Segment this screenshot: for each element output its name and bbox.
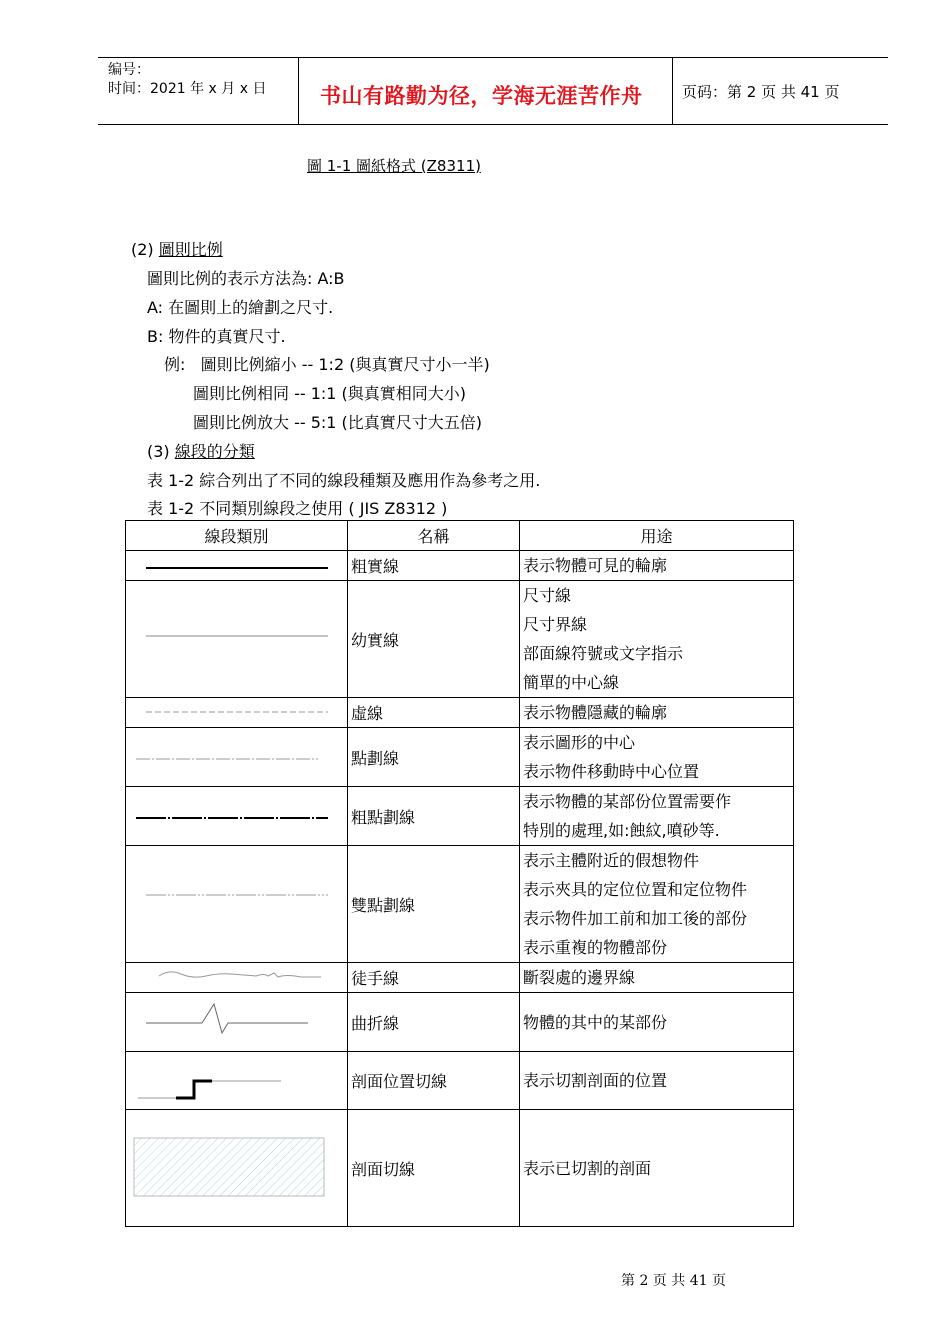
line-name: 剖面切線 [348,1110,520,1227]
line-sample-freehand [126,963,348,993]
usage-line: 斷裂處的邊界線 [523,968,636,987]
dashed-line-icon [126,699,346,726]
footer-page-number: 第 2 页 共 41 页 [621,1273,726,1289]
column-header: 名稱 [348,521,520,551]
table-row [126,1110,794,1227]
thin-solid-line-icon [126,582,346,696]
section2-heading: (2) 圖則比例 [131,240,223,259]
header-page-info: 页码：第 2 页 共 41 页 [682,83,840,101]
usage-line: 物體的其中的某部份 [523,1012,668,1032]
usage-line: 簡單的中心線 [523,673,620,692]
table-row [126,551,794,581]
line-usage [520,846,794,963]
line-name: 粗實線 [348,551,520,581]
section2-example-line: 圖則比例相同 -- 1:1 (與真實相同大小) [193,384,467,403]
line-name: 點劃線 [348,728,520,787]
usage-line: 表示重複的物體部份 [523,938,668,957]
header-number-label: 编号： [108,62,150,78]
table-header-row [126,521,794,551]
usage-line: 特別的處理,如:蝕紋,噴砂等. [523,821,720,840]
usage-line: 表示物體的某部份位置需要作 [523,792,732,811]
line-usage [520,698,794,728]
usage-line: 表示已切割的剖面 [523,1158,652,1178]
line-usage [520,993,794,1052]
table-row [126,728,794,787]
section3-intro: 表 1-2 綜合列出了不同的線段種類及應用作為參考之用. [147,471,541,490]
line-usage [520,963,794,993]
thick-dash-dot-line-icon [126,788,346,844]
line-sample-cutting-plane [126,1052,348,1110]
cutting-plane-line-icon [126,1053,346,1109]
table-row [126,698,794,728]
header-motto: 书山有路勤为径，学海无涯苦作舟 [320,84,643,108]
usage-line: 表示物件移動時中心位置 [523,762,700,781]
table-row [126,993,794,1052]
double-dash-dot-line-icon [126,847,346,961]
section2-heading-text: 圖則比例 [158,240,223,259]
thick-solid-line-icon [126,552,346,580]
line-sample-thick-solid [126,551,348,581]
section3-heading-text: 線段的分類 [174,442,255,461]
line-sample-dash-dot [126,728,348,787]
table-row [126,846,794,963]
usage-line: 表示物體可見的輪廓 [523,556,668,575]
usage-line: 表示物體隱藏的輪廓 [523,703,668,722]
table-row [126,1052,794,1110]
header-time-label: 时间：2021 年 x 月 x 日 [108,81,267,97]
table-row [126,787,794,846]
section3-heading: (3) 線段的分類 [147,442,255,461]
line-sample-thick-dash-dot [126,787,348,846]
line-sample-section-hatch [126,1110,348,1227]
column-header: 線段類別 [126,521,348,551]
line-name: 雙點劃線 [348,846,520,963]
usage-line: 尺寸界線 [523,615,588,634]
section-hatch-icon [126,1111,346,1226]
line-usage [520,787,794,846]
dash-dot-line-icon [126,729,346,785]
header-bottom-rule [98,124,888,125]
line-name: 徒手線 [348,963,520,993]
line-name: 幼實線 [348,581,520,698]
section2-line: 圖則比例的表示方法為: A:B [147,269,345,288]
line-name: 曲折線 [348,993,520,1052]
table-title: 表 1-2 不同類別線段之使用 ( JIS Z8312 ) [147,499,448,518]
line-usage [520,551,794,581]
line-usage [520,581,794,698]
usage-line: 表示物件加工前和加工後的部份 [523,909,748,928]
section2-example-line: 圖則比例放大 -- 5:1 (比真實尺寸大五倍) [193,413,483,432]
section2-example-line: 例: 圖則比例縮小 -- 1:2 (與真實尺寸小一半) [164,355,490,374]
line-name: 粗點劃線 [348,787,520,846]
usage-line: 表示切割剖面的位置 [523,1071,668,1090]
line-sample-zigzag [126,993,348,1052]
section2-line: A: 在圖則上的繪劃之尺寸. [147,298,334,317]
line-name: 剖面位置切線 [348,1052,520,1110]
section2-line: B: 物件的真實尺寸. [147,327,286,346]
figure-caption: 圖 1-1 圖紙格式 (Z8311) [307,157,481,175]
header-divider-right [672,57,673,124]
usage-line: 表示圖形的中心 [523,733,636,752]
line-sample-dashed [126,698,348,728]
line-usage [520,1052,794,1110]
usage-line: 表示夾具的定位位置和定位物件 [523,880,748,899]
usage-line: 表示主體附近的假想物件 [523,851,700,870]
table-row [126,963,794,993]
table-row [126,581,794,698]
line-usage [520,1110,794,1227]
line-name: 虛線 [348,698,520,728]
line-sample-thin-solid [126,581,348,698]
zigzag-break-line-icon [126,994,346,1051]
usage-line: 部面線符號或文字指示 [523,644,684,663]
freehand-line-icon [126,964,346,991]
line-types-table [125,520,794,1227]
header-top-rule [98,57,888,58]
usage-line: 尺寸線 [523,586,572,605]
line-usage [520,728,794,787]
line-sample-double-dash-dot [126,846,348,963]
column-header: 用途 [520,521,794,551]
header-divider-left [298,57,299,124]
